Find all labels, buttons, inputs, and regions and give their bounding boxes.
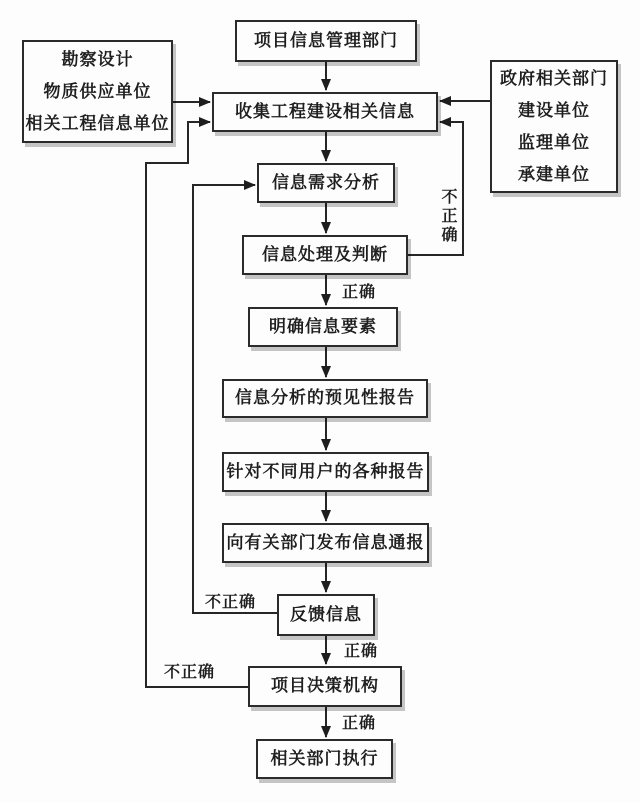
node-decision-body: 项目决策机构	[248, 666, 402, 707]
node-predictive-report: 信息分析的预见性报告	[222, 379, 428, 418]
node-left-sources	[22, 40, 173, 143]
label-decision-incorrect: 不正确	[164, 664, 216, 681]
label-judgment-correct: 正确	[342, 284, 377, 301]
node-collect-info: 收集工程建设相关信息	[212, 92, 438, 132]
node-project-info-dept: 项目信息管理部门	[235, 20, 417, 62]
left-source-line: 勘察设计	[61, 49, 134, 69]
label-decision-correct: 正确	[342, 715, 377, 732]
right-source-line: 监理单位	[518, 132, 590, 152]
label-feedback-correct: 正确	[344, 643, 379, 660]
node-release-bulletin: 向有关部门发布信息通报	[222, 523, 429, 563]
right-source-line: 建设单位	[518, 100, 590, 120]
right-source-line: 承建单位	[518, 164, 590, 184]
label-judgment-incorrect: 不正确	[439, 188, 456, 245]
node-right-sources	[490, 60, 618, 193]
node-clarify-elements: 明确信息要素	[248, 307, 398, 347]
label-feedback-incorrect: 不正确	[205, 594, 257, 611]
node-feedback-info: 反馈信息	[277, 594, 375, 636]
node-processing-judgment: 信息处理及判断	[242, 235, 408, 275]
node-execution: 相关部门执行	[256, 739, 393, 779]
right-source-line: 政府相关部门	[500, 68, 608, 88]
left-source-line: 相关工程信息单位	[25, 113, 170, 133]
left-source-line: 物质供应单位	[43, 81, 152, 101]
node-demand-analysis: 信息需求分析	[257, 163, 395, 203]
node-user-reports: 针对不同用户的各种报告	[222, 452, 429, 492]
